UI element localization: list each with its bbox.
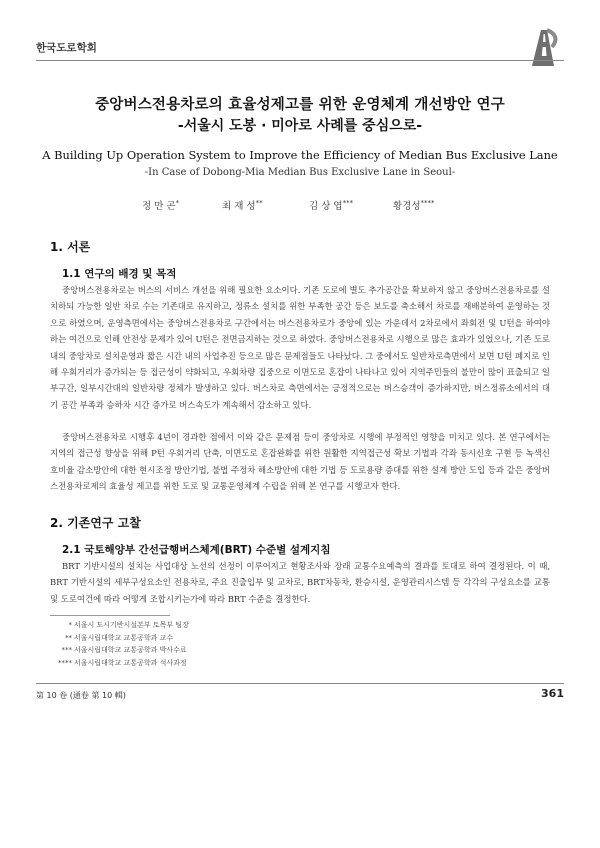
paper-subtitle-korean: -서울시 도봉 · 미아로 사례를 중심으로- <box>177 118 423 134</box>
paragraph-brt-1: BRT 기반시설의 설치는 사업대상 노선의 선정이 이루어지고 현황조사와 장래 교통수요예측의 결과를 토대로 하여 결정된다. 이 때, BRT 기반시설의 세부구성요소인 전용차로, 주요 진출입부 및 교차로, BRT차동차, 환승시설, 운영관리시스템 등 각각의 구성요소를 교통 및 도로여건에 따라 어떻게 조합시키는가에 따라 BRT 수준을 결정한다. <box>50 561 550 604</box>
author-1: 정 만 곤* <box>142 198 180 212</box>
page-number: 361 <box>541 687 564 700</box>
author-3: 김 상 엽*** <box>309 198 354 212</box>
section-heading-introduction: 1. 서론 <box>50 240 91 254</box>
footer-volume: 第 10 卷 (通卷 第 10 輯) <box>36 691 126 700</box>
footnote-item: * 서울시 도시기반시설본부 토목부 팀장 <box>68 621 189 629</box>
paper-title-korean: 중앙버스전용차로의 효율성제고를 위한 운영체계 개선방안 연구 <box>95 97 505 113</box>
paper-title-english: A Building Up Operation System to Improve the Efficiency of Median Bus Exclusive Lane <box>42 148 558 162</box>
paper-subtitle-english: -In Case of Dobong-Mia Median Bus Exclusive Lane in Seoul- <box>144 167 456 178</box>
section-heading-literature-review: 2. 기존연구 고찰 <box>50 516 141 530</box>
subsection-heading-background: 1.1 연구의 배경 및 목적 <box>62 268 177 280</box>
paragraph-intro-2: 중앙버스전용차로 시행후 4년이 경과한 점에서 이와 같은 문제점 등이 중앙차로 시행에 부정적인 영향을 미치고 있다. 본 연구에서는 지역의 접근성 향상을 위해 P턴 우회거리 단축, 이면도로 혼잡완화를 위한 원활한 지역접근성 확보 기법과 각좌 동시신호 구현 등 녹색신호비율 감소방안에 대한 현시조정 방안기법, 불법 주정차 해소방안에 대한 기법 등 도로용량 증대를 위한 설계 방안 도입 등과 같은 중앙버스전용차로제의 효율성 제고를 위한 도로 및 교통운영체계 수립을 위해 본 연구를 시행코자 한다. <box>50 432 550 492</box>
footnote-item: *** 서울시립대학교 교통공학과 박사수료 <box>61 646 187 655</box>
author-2: 최 재 성** <box>222 198 263 212</box>
header-rule <box>36 60 564 61</box>
paragraph-intro-1: 중앙버스전용차로는 버스의 서비스 개선을 위해 필요한 요소이다. 기존 도로에 별도 추가공간을 확보하지 않고 중앙버스전용차로를 설치하되 가능한 일반 차로 수는 기존대로 유지하고, 정류소 설치를 위한 부족한 공간 등은 보도를 축소해서 차로를 재배분하여 운영하는 것으로 하였으며, 운영측면에서는 중앙버스전용차로 구간에서는 버스전용차로가 중앙에 있는 가운데서 2차로에서 좌회전 및 U턴을 하여야 하는 여건으로 인해 안전상 문제가 있어 U턴은 전면금지하는 것으로 하였다. 중앙버스전용차로 시행으로 많은 효과가 있었으나, 기존 도로 내의 중앙차로 설치운영과 짧은 시간 내의 사업추진 등으로 많은 문제점들도 나타났다. 그 중에서도 일반차로측면에서 보면 U턴 폐지로 인해 우회거리가 증가되는 등 접근성이 약화되고, 우회차량 집중으로 이면도로 혼잡이 나타나고 있어 지역주민들의 불만이 많이 표출되고 일부구간, 일부시간대의 일반차량 정체가 발생하고 있다. 버스차로 측면에서는 긍정적으로는 버스승객이 증가하지만, 버스정류소에서의 대기 공간 부족과 승하차 시간 증가로 버스속도가 계속해서 감소하고 있다. <box>50 285 550 410</box>
footnote-list <box>50 619 189 669</box>
footer-rule <box>36 683 564 684</box>
footnote-item: ** 서울시립대학교 교통공학과 교수 <box>65 633 174 642</box>
subsection-heading-brt-guideline: 2.1 국토해양부 간선급행버스체계(BRT) 수준별 설계지침 <box>62 544 331 556</box>
author-4: 황경성**** <box>393 198 435 212</box>
journal-society-name: 한국도로학회 <box>36 42 97 54</box>
footnote-item: **** 서울시립대학교 교통공학과 석사과정 <box>58 658 187 667</box>
footnote-rule <box>50 615 170 616</box>
